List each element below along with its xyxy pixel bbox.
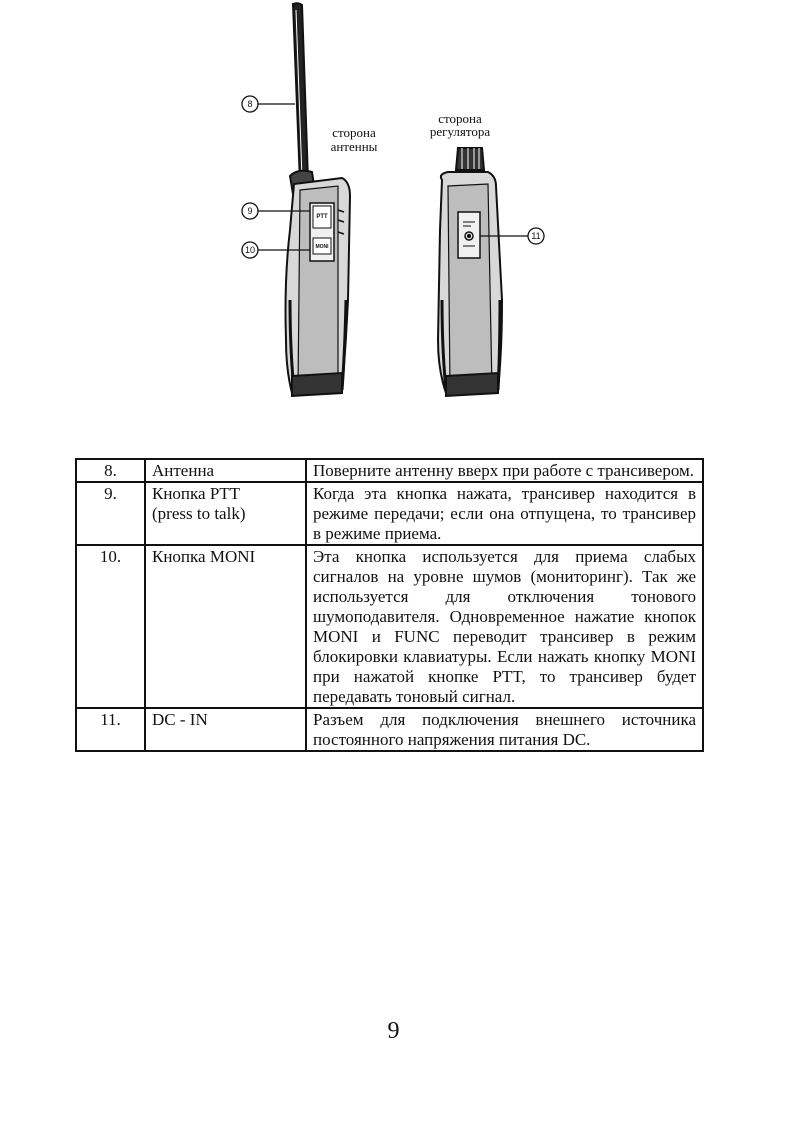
callout-9 (242, 203, 258, 219)
control-name: Кнопка PTT (press to talk) (145, 482, 306, 545)
row-number: 9. (76, 482, 145, 545)
label-knob-side-line2: регулятора (429, 124, 491, 139)
control-name: Кнопка MONI (145, 545, 306, 708)
callout-10 (242, 242, 258, 258)
table-row (76, 545, 703, 708)
control-name: Антенна (145, 459, 306, 482)
label-antenna-side-line2: антенны (330, 139, 378, 154)
moni-button-label: MONI (315, 244, 329, 250)
callout-11 (528, 228, 544, 244)
radio-drawing (220, 0, 560, 410)
label-knob-side-line1: сторона (438, 111, 482, 126)
svg-text:9: 9 (247, 206, 253, 216)
row-number: 10. (76, 545, 145, 708)
radio-knob-side-view (438, 148, 528, 396)
control-name: DC - IN (145, 708, 306, 751)
table-row (76, 459, 703, 482)
control-description: Разъем для подключения внешнего источника постоянного напряжения питания DC. (306, 708, 703, 751)
svg-text:11: 11 (531, 231, 541, 241)
table-row (76, 482, 703, 545)
ptt-button-label: PTT (316, 214, 328, 220)
control-description: Эта кнопка используется для приема слабых сигналов на уровне шумов (мониторинг). Так же используется для отключения тонового шумоподавителя. Одновременное нажатие кнопок MONI и FUNC переводит трансивер в режим блокировки клавиатуры. Если нажать кнопку MONI при нажатой кнопке PTT, то трансивер будет передавать тоновый сигнал. (306, 545, 703, 708)
control-description: Когда эта кнопка нажата, трансивер находится в режиме передачи; если она отпущена, то трансивер в режиме приема. (306, 482, 703, 545)
control-description: Поверните антенну вверх при работе с трансивером. (306, 459, 703, 482)
svg-text:8: 8 (247, 99, 253, 109)
row-number: 11. (76, 708, 145, 751)
page-number: 9 (387, 1018, 400, 1044)
callout-8 (242, 96, 258, 112)
radio-illustration (220, 0, 560, 410)
controls-table (75, 458, 704, 752)
svg-text:10: 10 (244, 245, 256, 255)
label-antenna-side-line1: сторона (332, 125, 376, 140)
table-row (76, 708, 703, 751)
row-number: 8. (76, 459, 145, 482)
radio-antenna-side-view (258, 3, 350, 396)
